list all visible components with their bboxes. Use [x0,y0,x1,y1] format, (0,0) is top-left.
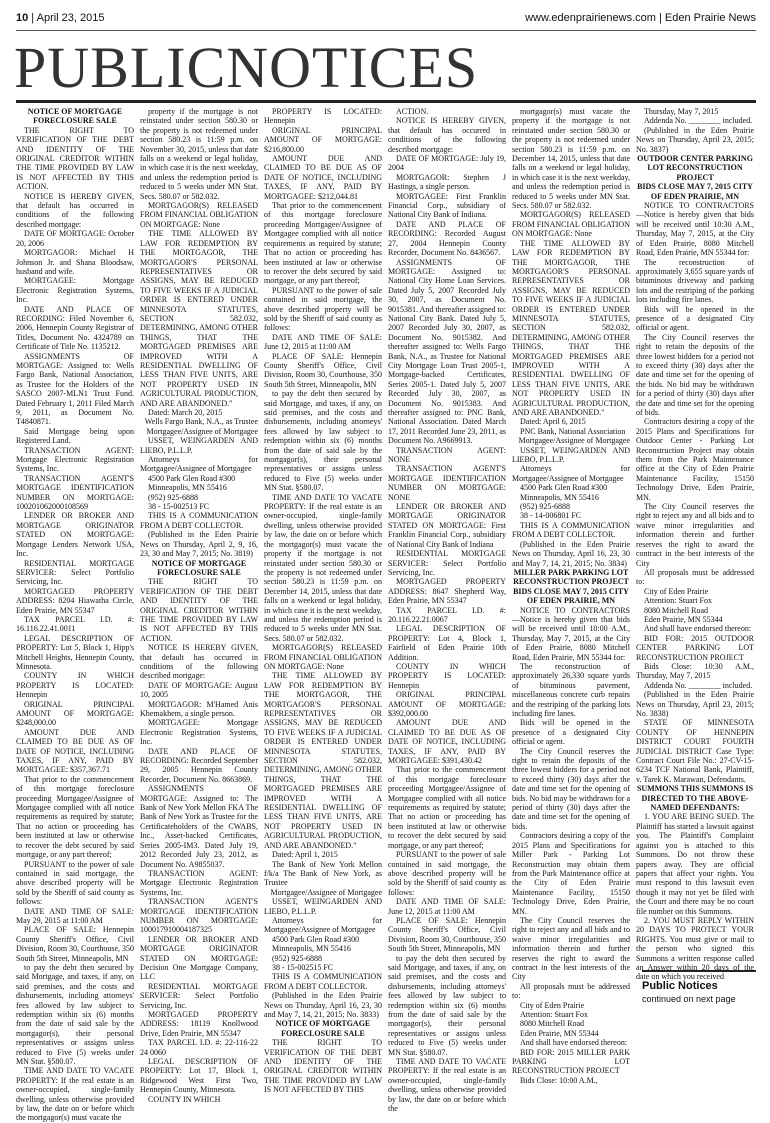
notice-paragraph: MORTGAGEE: Mortgage Electronic Registration Systems, Inc. [16,276,134,305]
notice-paragraph: ORIGINAL PRINCIPAL AMOUNT OF MORTGAGE: $216,800.00 [264,125,382,154]
notice-paragraph: Mortgagee/Assignee of Mortgagee [270,887,382,897]
notice-paragraph: LEGAL DESCRIPTION OF PROPERTY: Lot 4, Block 1, Fairfield of Eden Prairie 10th Addition. [388,624,506,662]
notice-paragraph: LENDER OR BROKER AND MORTGAGE ORIGINATOR STATED ON MORTGAGE: Decision One Mortgage Company, LLC [140,934,258,982]
notice-paragraph: DATE OF MORTGAGE: July 19, 2004 [388,154,506,173]
notice-paragraph: MORTGAGOR: Michael H Johnson Jr. and Shana Bloodsaw, husband and wife. [16,248,134,276]
column-6 [636,107,754,982]
notice-heading: OUTDOOR CENTER PARKING LOT RECONSTRUCTION PROJECT [637,154,753,182]
notice-paragraph: ASSIGNMENTS OF MORTGAGE: Assigned to: The Bank of New York Mellon FKA The Bank of New York as Trustee for the Certificateholders of the CWABS, Inc., Asset-backed Certificates, Series 2005-IM3. Dated July 19, 2012 Recorded July 23, 2012, as Document No. A9855037. [140,784,258,869]
notice-paragraph: USSET, WEINGARDEN AND LIEBO, P.L.L.P. [264,897,382,916]
notice-paragraph: MORTGAGOR(S) RELEASED FROM FINANCIAL OBLIGATION ON MORTGAGE: None [264,643,382,671]
notice-paragraph: The reconstruction of approximately 26,330 square yards of bituminous pavement, miscellaneous concrete curb repairs and the restriping of the parking lots including fire lanes. [512,661,630,718]
notice-paragraph: That prior to the commencement of this mortgage foreclosure proceeding Mortgagee/Assignee of Mortgagee complied with all notice requirements as required by statute; That no action or proceeding has been instituted at law or otherwise to recover the debt secured by said mortgage, or any part thereof; [388,765,506,850]
notice-paragraph: ASSIGNMENTS OF MORTGAGE: Assigned to: Wells Fargo Bank, National Association, as Trustee for the Holders of the SASCO 2007-MLN1 Trust Fund. Dated February 1, 2011 Filed March 9, 2011, as Document No. T4840871. [16,351,134,427]
notice-paragraph: The City Council reserves the right to reject any and all bids and to waive minor irregularities and information therein and further reserves the right to award the contract in the best interests of the City [636,502,754,568]
notice-paragraph: THIS IS A COMMUNICATION FROM A DEBT COLLECTOR. [264,972,382,991]
notice-paragraph: Bids will be opened in the presence of a designated City official or agent. [636,304,754,333]
notice-paragraph: (952) 925-6888 [148,492,198,502]
notice-paragraph: And shall have endorsed thereon: [644,624,752,634]
notice-heading: NOTICE OF MORTGAGE FORECLOSURE SALE [151,558,247,577]
notice-paragraph: Minneapolis, MN 55416 [148,483,227,493]
notice-heading: BIDS CLOSE MAY 7, 2015 CITY OF EDEN PRAIRIE, MN [513,586,629,606]
notice-paragraph: RESIDENTIAL MORTGAGE SERVICER: Select Portfolio Servicing, Inc. [16,558,134,587]
section-title: PUBLICNOTICES [14,35,479,100]
notice-paragraph: MORTGAGOR: M'Hamed Anis Khemakhem, a single person. [140,699,258,718]
notice-paragraph: ORIGINAL PRINCIPAL AMOUNT OF MORTGAGE: $392,000.00 [388,690,506,718]
notice-paragraph: Attorneys for Mortgagee/Assignee of Mortgagee [140,455,258,474]
notice-paragraph: Attention: Stuart Fox [520,1010,588,1019]
title-rule [16,100,756,103]
notice-paragraph: Addenda No. ________ included. [644,680,753,690]
notice-paragraph: MORTGAGEE: Mortgage Electronic Registration Systems, Inc. [140,718,258,747]
notice-paragraph: City of Eden Prairie [644,586,709,596]
notice-paragraph: The City Council reserves the right to retain the deposits of the three lowest bidders for a period not to exceed thirty (30) days after the date and time set for the opening of bids. No bid may be withdrawn for a period of thirty (30) days after the date and time set for the opening of bids. [512,746,630,831]
notice-paragraph: LEGAL DESCRIPTION OF PROPERTY: Lot 17, Block 1, Ridgewood West First Two, Hennepin County, Minnesota. [140,1057,258,1095]
notice-paragraph: (Published in the Eden Prairie News on Thursday, April 23, 2015; No. 3837) [636,125,754,154]
notice-paragraph: USSET, WEINGARDEN AND LIEBO, P.L.L.P. [512,445,630,465]
notice-paragraph: 4500 Park Glen Road #300 [272,934,360,944]
notice-paragraph: RESIDENTIAL MORTGAGE SERVICER: Select Portfolio Servicing, Inc. [388,549,506,577]
notice-heading: SUMMONS THIS SUMMONS IS DIRECTED TO THE ABOVE-NAMED DEFENDANTS: [636,784,754,813]
notice-paragraph: Bids will be opened in the presence of a designated City official or agent. [512,718,630,747]
notice-paragraph: AMOUNT DUE AND CLAIMED TO BE DUE AS OF DATE OF NOTICE, INCLUDING TAXES, IF ANY, PAID BY MORTGAGEE: $212,044.81 [264,154,382,201]
notice-paragraph: 8080 Mitchell Road [520,1019,584,1029]
notice-paragraph: COUNTY IN WHICH [148,1094,221,1104]
notice-columns [16,107,756,1123]
notice-paragraph: Eden Prairie, MN 55344 [520,1028,599,1038]
notice-paragraph: THE RIGHT TO VERIFICATION OF THE DEBT AND IDENTITY OF THE ORIGINAL CREDITOR WITHIN THE TIME PROVIDED BY LAW IS NOT AFFECTED BY THIS ACTION. [16,125,134,192]
notice-paragraph: DATE AND TIME OF SALE: June 12, 2015 at 11:00 AM [264,332,382,352]
notice-paragraph: to pay the debt then secured by said Mortgage, and taxes, if any, on said premises, and the costs and disbursements, including attorneys' fees allowed by law subject to redemption within six (6) months from the date of said sale by the mortgagor(s), their personal representatives or assigns unless reduced to Five (5) weeks under MN Stat. §580.07. [264,389,382,493]
notice-paragraph: And shall have endorsed thereon: [520,1038,628,1048]
notice-paragraph: 4500 Park Glen Road #300 [148,473,236,483]
notice-paragraph: TIME AND DATE TO VACATE PROPERTY: If the real estate is an owner-occupied, single-family dwelling, unless otherwise provided by law, the date on or before which the mortgagor(s) must vacate the property if the mortgage is not reinstated under section 580.30 or the property is not redeemed under section 580.23 is 11:59 p.m. on December 14, 2015, unless that date falls on a weekend or legal holiday, in which case it is the next weekday, and unless the redemption period is reduced to 5 weeks under MN Stat. Secs. 580.07 or 582.032. [264,492,382,643]
notice-paragraph: Said Mortgage being upon Registered Land. [16,426,134,446]
notice-paragraph: THE TIME ALLOWED BY LAW FOR REDEMPTION BY THE MORTGAGOR, THE MORTGAGOR'S PERSONAL REPRESENTATIVES OR ASSIGNS, MAY BE REDUCED TO FIVE WEEKS IF A JUDICIAL ORDER IS ENTERED UNDER MINNESOTA STATUTES, SECTION 582.032, DETERMINING, AMONG OTHER THINGS, THAT THE MORTGAGED PREMISES ARE IMPROVED WITH A RESIDENTIAL DWELLING OF LESS THAN FIVE UNITS, ARE NOT PROPERTY USED IN AGRICULTURAL PRODUCTION, AND ARE ABANDONED." [512,238,630,417]
notice-paragraph: 8080 Mitchell Road [644,605,708,615]
notice-paragraph: 1. YOU ARE BEING SUED. The Plaintiff has started a lawsuit against you. The Plaintiff's Complaint against you is attached to this Summons. Do not throw these papers away. They are official papers that affect your rights. You must respond to this lawsuit even though it may not yet be filed with the Court and there may be no court file number on this Summons. [636,812,754,916]
column-3 [264,107,383,1095]
notice-paragraph: The Bank of New York Mellon f/k/a The Bank of New York, as Trustee [264,859,382,888]
notice-paragraph: Minneapolis, MN 55416 [272,944,351,954]
notice-paragraph: 38 - 15-002515 FC [272,962,334,972]
notice-paragraph: COUNTY IN WHICH PROPERTY IS LOCATED: Hennepin [388,661,506,690]
notice-paragraph: PROPERTY IS LOCATED: Hennepin [264,107,382,126]
notice-paragraph: TAX PARCEL I.D. #: 16.116.22.41.0011 [16,614,134,634]
notice-paragraph: All proposals must be addressed to: [512,981,630,1001]
notice-paragraph: THE RIGHT TO VERIFICATION OF THE DEBT AND IDENTITY OF THE ORIGINAL CREDITOR WITHIN THE TIME PROVIDED BY LAW IS NOT AFFECTED BY THIS [264,1038,382,1095]
notice-paragraph: Attention: Stuart Fox [644,596,712,606]
notice-paragraph: Contractors desiring a copy of the 2015 Plans and Specifications for Miller Park - Parking Lot Reconstruction may obtain them from the Park Maintenance office at the City of Eden Prairie Maintenance Facility, 15150 Technology Drive, Eden Prairie, MN. [512,831,630,916]
notice-paragraph: THIS IS A COMMUNICATION FROM A DEBT COLLECTOR. [512,520,630,540]
notice-paragraph: TAX PARCEL I.D. #: 20.116.22.21.0067 [388,605,506,624]
notice-paragraph: PLACE OF SALE: Hennepin County Sheriff's Office, Civil Division, Room 30, Courthouse, 350 South 5th Street, Minneapolis, MN [264,351,383,389]
notice-paragraph: TRANSACTION AGENT'S MORTGAGE IDENTIFICATION NUMBER ON MORTGAGE: NONE [388,464,506,502]
notice-paragraph: NOTICE TO CONTRACTORS—Notice is hereby given that bids will be received until 10:30 A.M., Thursday, May 7, 2015, at the City of Eden Prairie, 8080 Mitchell Road, Eden Prairie, MN 55344 for: [636,201,754,258]
notice-paragraph: TAX PARCEL I.D. #: 22-116-22 24 0060 [140,1038,258,1057]
notice-paragraph: MORTGAGOR(S) RELEASED FROM FINANCIAL OBLIGATION ON MORTGAGE: None [512,210,630,239]
notice-paragraph: Dated: April 6, 2015 [520,417,586,427]
notice-paragraph: NOTICE IS HEREBY GIVEN, that default has occurred in conditions of the following described mortgage: [140,643,258,681]
notice-paragraph: AMOUNT DUE AND CLAIMED TO BE DUE AS OF DATE OF NOTICE, INCLUDING TAXES, IF ANY, PAID BY MORTGAGEE: $391,430.42 [388,718,506,766]
column-2 [140,107,258,1104]
notice-paragraph: Contractors desiring a copy of the 2015 Plans and Specifications for Outdoor Center - Parking Lot Reconstruction Project may obtain them from the Park Maintenance office at the City of Eden Prairie Maintenance Facility, 15150 Technology Drive, Eden Prairie, MN. [636,417,754,502]
notice-paragraph: Addenda No. ________ included. [644,116,753,126]
notice-paragraph: (952) 925-6888 [520,502,570,512]
notice-heading: BIDS CLOSE MAY 7, 2015 CITY OF EDEN PRAIRIE, MN [637,182,753,201]
notice-paragraph: mortgagor(s) must vacate the property if the mortgage is not reinstated under section 580.30 or the property is not redeemed under section 580.23 is 11:59 p.m. on December 14, 2015, unless that date falls on a weekend or legal holiday, in which case it is the next weekday, and unless the redemption period is reduced to 5 weeks under MN Stat. Secs. 580.07 or 582.032. [512,107,630,211]
notice-paragraph: DATE AND TIME OF SALE: May 29, 2015 at 11:00 AM [16,906,134,925]
notice-heading: NOTICE OF MORTGAGE FORECLOSURE SALE [275,1019,371,1038]
notice-paragraph: LENDER OR BROKER AND MORTGAGE ORIGINATOR STATED ON MORTGAGE: Mortgage Lenders Network USA, Inc. [16,511,134,559]
continued-title: Public Notices [642,980,718,992]
continued-box [642,970,756,1004]
notice-paragraph: PURSUANT to the power of sale contained in said mortgage, the above described property will be sold by the Sheriff of said county as follows: [16,859,134,907]
notice-paragraph: City of Eden Prairie [520,1000,585,1010]
notice-paragraph: COUNTY IN WHICH PROPERTY IS LOCATED: Hennepin [16,671,134,700]
notice-paragraph: Thursday, May 7, 2015 [644,107,719,116]
notice-paragraph: TIME AND DATE TO VACATE PROPERTY: If the real estate is an owner-occupied, single-family dwelling, unless otherwise provided by law, the date on or before which the mortgagor(s) must vacate the [16,1066,134,1123]
notice-paragraph: NOTICE TO CONTRACTORS—Notice is hereby given that bids will be received until 10:00 A.M., Thursday, May 7, 2015, at the City of Eden Prairie, 8080 Mitchell Road, Eden Prairie, MN 55344 for: [512,605,630,662]
column-5 [512,107,630,1085]
header-rule [16,30,756,31]
notice-paragraph: THE TIME ALLOWED BY LAW FOR REDEMPTION BY THE MORTGAGOR, THE MORTGAGOR'S PERSONAL REPRESENTATIVES OR ASSIGNS, MAY BE REDUCED TO FIVE WEEKS IF A JUDICIAL ORDER IS ENTERED UNDER MINNESOTA STATUTES, SECTION 582.032, DETERMINING, AMONG OTHER THINGS, THAT THE MORTGAGED PREMISES ARE IMPROVED WITH A RESIDENTIAL DWELLING OF LESS THAN FIVE UNITS, ARE NOT PROPERTY USED IN AGRICULTURAL PRODUCTION, AND ARE ABANDONED." [264,671,382,850]
notice-paragraph: Eden Prairie, MN 55344 [644,614,723,624]
notice-paragraph: (Published in the Eden Prairie News on Thursday, April 16, 23, 30 and May 7, 14, 21, 2015; No. 3834) [512,539,630,568]
notice-paragraph: to pay the debt then secured by said Mortgage, and taxes, if any, on said premises, and the costs and disbursements, including attorneys' fees allowed by law subject to redemption within six (6) months from the date of said sale by the mortgagor(s), their personal representatives or assigns unless reduced to Five (5) weeks under MN Stat. §580.07. [16,962,134,1067]
notice-heading: MILLER PARK PARKING LOT RECONSTRUCTION PROJECT [513,567,629,587]
notice-paragraph: AMOUNT DUE AND CLAIMED TO BE DUE AS OF DATE OF NOTICE, INCLUDING TAXES, IF ANY, PAID BY MORTGAGEE: $357,367.71 [16,727,134,775]
notice-paragraph: TRANSACTION AGENT'S MORTGAGE IDENTIFICATION NUMBER ON MORTGAGE: 100017910004187325 [140,897,258,935]
notice-paragraph: DATE OF MORTGAGE: August 10, 2005 [140,680,258,700]
notice-paragraph: THE TIME ALLOWED BY LAW FOR REDEMPTION BY THE MORTGAGOR, THE MORTGAGOR'S PERSONAL REPRESENTATIVES OR ASSIGNS, MAY BE REDUCED TO FIVE WEEKS IF A JUDICIAL ORDER IS ENTERED UNDER MINNESOTA STATUTES, SECTION 582.032, DETERMINING, AMONG OTHER THINGS, THAT THE MORTGAGED PREMISES ARE IMPROVED WITH A RESIDENTIAL DWELLING OF LESS THAN FIVE UNITS, ARE NOT PROPERTY USED IN AGRICULTURAL PRODUCTION, AND ARE ABANDONED." [140,229,258,408]
notice-paragraph: DATE AND PLACE OF RECORDING: Filed November 6, 2006, Hennepin County Registrar of Titles, Document No. 4324789 on Certificate of Title No. 1135212. [16,304,134,352]
notice-paragraph: property if the mortgage is not reinstated under section 580.30 or the property is not redeemed under section 580.23 is 11:59 p.m. on November 30, 2015, unless that date falls on a weekend or legal holiday, in which case it is the next weekday, and unless the redemption period is reduced to 5 weeks under MN Stat. Secs. 580.07 or 582.032. [140,107,258,201]
notice-paragraph: Dated: April 1, 2015 [272,850,338,860]
notice-paragraph: The City Council reserves the right to reject any and all bids and to waive minor irregularities and information therein and further reserves the right to award the contract in the best interests of the City [512,915,630,982]
notice-paragraph: USSET, WEINGARDEN AND LIEBO, P.L.L.P. [140,436,258,455]
notice-paragraph: STATE OF MINNESOTA COUNTY OF HENNEPIN DISTRICT COURT FOURTH JUDICIAL DISTRICT Case Type: Contract Court File No.: 27-CV-15-6234 TCF National Bank, Plaintiff, v. Tarek K. Marawan, Defendants. [636,718,754,784]
notice-paragraph: PLACE OF SALE: Hennepin County Sheriff's Office, Civil Division, Room 30, Courthouse, 350 South 5th Street, Minneapolis, MN [388,915,507,954]
notice-paragraph: ACTION. [396,107,429,116]
notice-paragraph: MORTGAGEE: First Franklin Financial Corp., subsidiary of National City Bank of Indiana. [388,191,506,220]
notice-paragraph: Attorneys for Mortgagee/Assignee of Mortgagee [512,464,630,483]
notice-paragraph: PURSUANT to the power of sale contained in said mortgage, the above described property will be sold by the Sheriff of said county as follows: [388,850,506,897]
page-folio: 10 | April 23, 2015 [16,12,105,24]
notice-paragraph: (Published in the Eden Prairie News on Thursday, April 2, 9, 16, 23, 30 and May 7, 2015; No. 3819) [140,530,258,559]
notice-paragraph: Minneapolis, MN 55416 [520,492,599,502]
notice-paragraph: THE RIGHT TO VERIFICATION OF THE DEBT AND IDENTITY OF THE ORIGINAL CREDITOR WITHIN THE TIME PROVIDED BY LAW IS NOT AFFECTED BY THIS ACTION. [140,577,258,643]
notice-paragraph: NOTICE IS HEREBY GIVEN, that default has occurred in conditions of the following described mortgage: [388,116,506,154]
notice-paragraph: DATE AND PLACE OF RECORDING: Recorded September 29, 2005 Hennepin County Recorder, Document No. 8663869. [140,746,258,784]
notice-paragraph: TRANSACTION AGENT'S MORTGAGE IDENTIFICATION NUMBER ON MORTGAGE: 100201062000108569 [16,473,134,512]
notice-paragraph: 2. YOU MUST REPLY WITHIN 20 DAYS TO PROTECT YOUR RIGHTS. You must give or mail to the person who signed this Summons a written response called an Answer within 20 days of the date on which you received [636,915,754,982]
notice-paragraph: PURSUANT to the power of sale contained in said mortgage, the above described property will be sold by the Sheriff of said county as follows: [264,285,382,333]
notice-paragraph: Wells Fargo Bank, N.A., as Trustee [144,417,258,427]
notice-paragraph: (Published in the Eden Prairie News on Thursday, April 23, 2015; No. 3838) [636,690,754,718]
notice-paragraph: 38 - 15-002513 FC [148,502,210,512]
notice-paragraph: PNC Bank, National Association [520,426,626,436]
notice-heading: NOTICE OF MORTGAGE FORECLOSURE SALE [27,107,123,126]
page-number: 10 [16,12,29,24]
notice-paragraph: Mortgagee/Assignee of Mortgagee [518,436,630,446]
notice-paragraph: All proposals must be addressed to: [636,567,754,587]
notice-paragraph: 4500 Park Glen Road #300 [520,483,608,493]
notice-paragraph: RESIDENTIAL MORTGAGE SERVICER: Select Portfolio Servicing, Inc. [140,981,258,1010]
notice-paragraph: Bids Close: 10:30 A.M., Thursday, May 7, 2015 [636,661,754,681]
column-4 [388,107,507,1114]
notice-paragraph: 38 - 14-006801 FC [520,511,582,521]
notice-paragraph: TRANSACTION AGENT: Mortgage Electronic Registration Systems, Inc. [140,868,258,897]
notice-paragraph: TRANSACTION AGENT: Mortgage Electronic Registration Systems, Inc. [16,445,134,474]
issue-date: April 23, 2015 [36,12,105,24]
notice-paragraph: MORTGAGED PROPERTY ADDRESS: 8647 Shepherd Way, Eden Prairie, MN 55347 [388,577,506,606]
notice-paragraph: DATE AND PLACE OF RECORDING: Recorded August 27, 2004 Hennepin County Recorder, Document No. 8436567. [388,219,506,258]
notice-paragraph: (952) 925-6888 [272,953,322,963]
notice-paragraph: The City Council reserves the right to retain the deposits of the three lowest bidders for a period not to exceed thirty (30) days after the date and time set for the opening of the bids. No bid may be withdrawn for a period of thirty (30) days after the date and time set for the opening of bids. [636,332,754,417]
notice-paragraph: Dated: March 20, 2015 [148,408,223,417]
notice-paragraph: LENDER OR BROKER AND MORTGAGE ORIGINATOR STATED ON MORTGAGE: First Franklin Financial Corp., subsidiary of National City Bank of Indiana [388,502,506,549]
notice-paragraph: TIME AND DATE TO VACATE PROPERTY: If the real estate is an owner-occupied, single-family dwelling, unless otherwise provided by law, the date on or before which the [388,1057,506,1114]
notice-paragraph: ASSIGNMENTS OF MORTGAGE: Assigned to: National City Home Loan Services. Dated July 5, 2007 Recorded July 30, 2007, as Document No. 9015381. And thereafter assigned to: National City Bank. Dated July 5, 2007 Recorded July 30, 2007, as Document No. 9015382. And thereafter assigned to: Wells Fargo Bank, N.A., as Trustee for National City Mortgage Loan Trust 2005-1, Mortgage-backed Certificates, Series 2005-1. Dated July 5, 2007 Recorded July 30, 2007, as Document No. 9015383. And thereafter assigned to: PNC Bank, National Association. Dated March 17, 2011 Recorded June 23, 2011, as Document No. A9669913. [388,257,506,446]
notice-paragraph: MORTGAGOR(S) RELEASED FROM FINANCIAL OBLIGATION ON MORTGAGE: None [140,201,258,229]
notice-paragraph: DATE OF MORTGAGE: October 20, 2006 [16,229,134,248]
notice-paragraph: That prior to the commencement of this mortgage foreclosure proceeding Mortgagee/Assignee of Mortgagee complied with all notice requirements as required by statute; That no action or proceeding has been instituted at law or otherwise to recover the debt secured by said mortgage, or any part thereof; [264,201,382,286]
notice-paragraph: DATE AND TIME OF SALE: June 12, 2015 at 11:00 AM [388,897,506,916]
notice-paragraph: THIS IS A COMMUNICATION FROM A DEBT COLLECTOR. [140,511,258,530]
notice-paragraph: (Published in the Eden Prairie News on Thursday, April 16, 23, 30 and May 7, 14, 21, 2015; No. 3833) [264,991,382,1019]
notice-paragraph: That prior to the commencement of this mortgage foreclosure proceeding Mortgagee/Assignee of Mortgagee complied with all notice requirements as required by statute; That no action or proceeding has been instituted at law or otherwise to recover the debt secured by said mortgage, or any part thereof; [16,774,134,860]
site-link[interactable]: www.edenprairienews.com | Eden Prairie News [525,12,756,24]
notice-paragraph: MORTGAGED PROPERTY ADDRESS: 8204 Hiawatha Circle, Eden Prairie, MN 55347 [16,586,134,615]
page-header [16,12,756,28]
notice-paragraph: MORTGAGED PROPERTY ADDRESS: 18119 Knollwood Drive, Eden Prairie, MN 55347 [140,1010,258,1038]
notice-paragraph: BID FOR: 2015 OUTDOOR CENTER PARKING LOT RECONSTRUCTION PROJECT [636,633,754,662]
notice-paragraph: Attorneys for Mortgagee/Assignee of Mortgagee [264,915,382,935]
notice-paragraph: BID FOR: 2015 MILLER PARK PARKING LOT RECONSTRUCTION PROJECT [512,1047,630,1076]
notice-paragraph: LEGAL DESCRIPTION OF PROPERTY: Lot 5, Block 1, Hipp's Mitchell Heights, Hennepin County, Minnesota. [16,633,134,671]
column-1 [16,107,135,1123]
notice-paragraph: NOTICE IS HEREBY GIVEN, that default has occurred in conditions of the following described mortgage: [16,191,134,229]
notice-paragraph: PLACE OF SALE: Hennepin County Sheriff's Office, Civil Division, Room 30, Courthouse, 350 South 5th Street, Minneapolis, MN [16,925,135,963]
notice-paragraph: to pay the debt then secured by said Mortgage, and taxes, if any, on said premises, and the costs and disbursements, including attorneys' fees allowed by law subject to redemption within six (6) months from the date of said sale by the mortgagor(s), their personal representatives or assigns unless reduced to Five (5) weeks under MN Stat. §580.07. [388,953,506,1057]
notice-paragraph: The reconstruction of approximately 3,655 square yards of bituminous driveway and parking lots and the restriping of the parking lots including fire lanes. [636,257,754,305]
notice-paragraph: TRANSACTION AGENT: NONE [388,445,506,465]
notice-paragraph: ORIGINAL PRINCIPAL AMOUNT OF MORTGAGE: $248,000.00 [16,699,134,728]
notice-paragraph: MORTGAGOR: Stephen J Hastings, a single person. [388,172,506,192]
notice-paragraph: Mortgagee/Assignee of Mortgagee [146,426,258,436]
notice-paragraph: Bids Close: 10:00 A.M., [520,1075,598,1085]
continued-note: continued on next page [642,994,736,1004]
